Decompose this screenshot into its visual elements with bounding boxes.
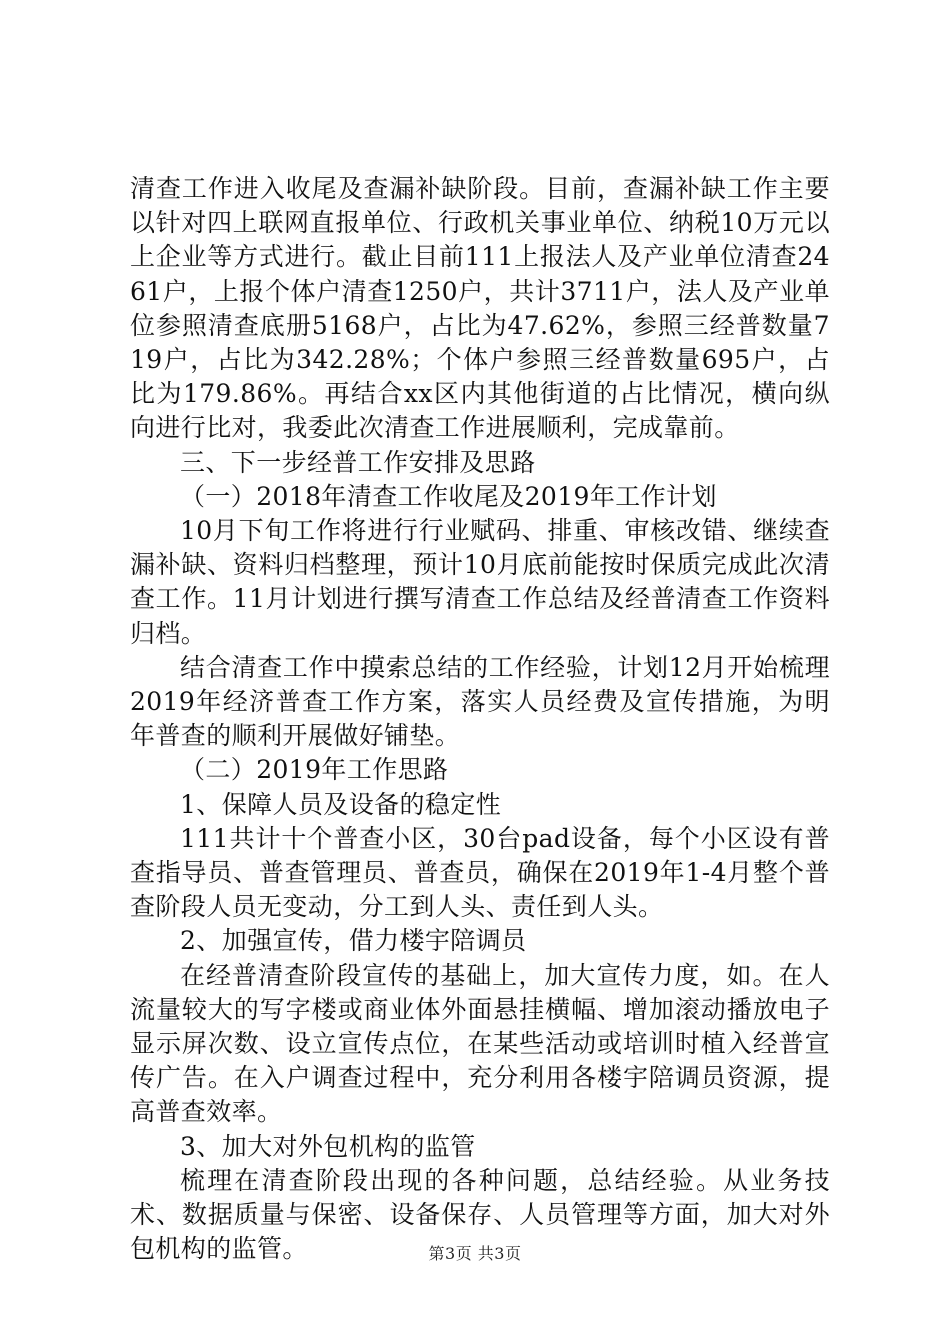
paragraph-publicity: 在经普清查阶段宣传的基础上，加大宣传力度，如。在人流量较大的写字楼或商业体外面悬挂横幅、增加滚动播放电子显示屏次数、设立宣传点位，在某些活动或培训时植入经普宣传广告。在入户调查过程中，充分利用各楼宇陪调员资源，提高普查效率。	[130, 960, 830, 1127]
paragraph-experience: 结合清查工作中摸索总结的工作经验，计划12月开始梳理2019年经济普查工作方案，落实人员经费及宣传措施，为明年普查的顺利开展做好铺垫。	[130, 652, 830, 751]
paragraph-staff-equipment: 111共计十个普查小区，30台pad设备，每个小区设有普查指导员、普查管理员、普查员，确保在2019年1-4月整个普查阶段人员无变动，分工到人头、责任到人头。	[130, 823, 830, 922]
paragraph-october-work: 10月下旬工作将进行行业赋码、排重、审核改错、继续查漏补缺、资料归档整理，预计10月底前能按时保质完成此次清查工作。11月计划进行撰写清查工作总结及经普清查工作资料归档。	[130, 516, 830, 648]
paragraph-summary: 清查工作进入收尾及查漏补缺阶段。目前，查漏补缺工作主要以针对四上联网直报单位、行政机关事业单位、纳税10万元以上企业等方式进行。截止目前111上报法人及产业单位清查2461户，上报个体户清查1250户，共计3711户，法人及产业单位参照清查底册5168户，占比为47.62%，参照三经普数量719户，占比为342.28%；个体户参照三经普数量695户，占比为179.86%。再结合xx区内其他街道的占比情况，横向纵向进行比对，我委此次清查工作进展顺利，完成靠前。	[130, 174, 830, 443]
subsection-heading-2018-plan: （一）2018年清查工作收尾及2019年工作计划	[180, 481, 717, 511]
page-number-footer: 第3页 共3页	[428, 1244, 522, 1263]
item-heading-supervision: 3、加大对外包机构的监管	[180, 1131, 476, 1161]
paragraph-supervision: 梳理在清查阶段出现的各种问题，总结经验。从业务技术、数据质量与保密、设备保存、人员管理等方面，加大对外包机构的监管。	[130, 1165, 830, 1264]
document-body	[130, 172, 830, 1267]
section-heading-next-steps: 三、下一步经普工作安排及思路	[180, 447, 536, 477]
item-heading-staff-equipment: 1、保障人员及设备的稳定性	[180, 789, 502, 819]
subsection-heading-2019-ideas: （二）2019年工作思路	[180, 755, 449, 785]
item-heading-publicity: 2、加强宣传，借力楼宇陪调员	[180, 926, 527, 956]
